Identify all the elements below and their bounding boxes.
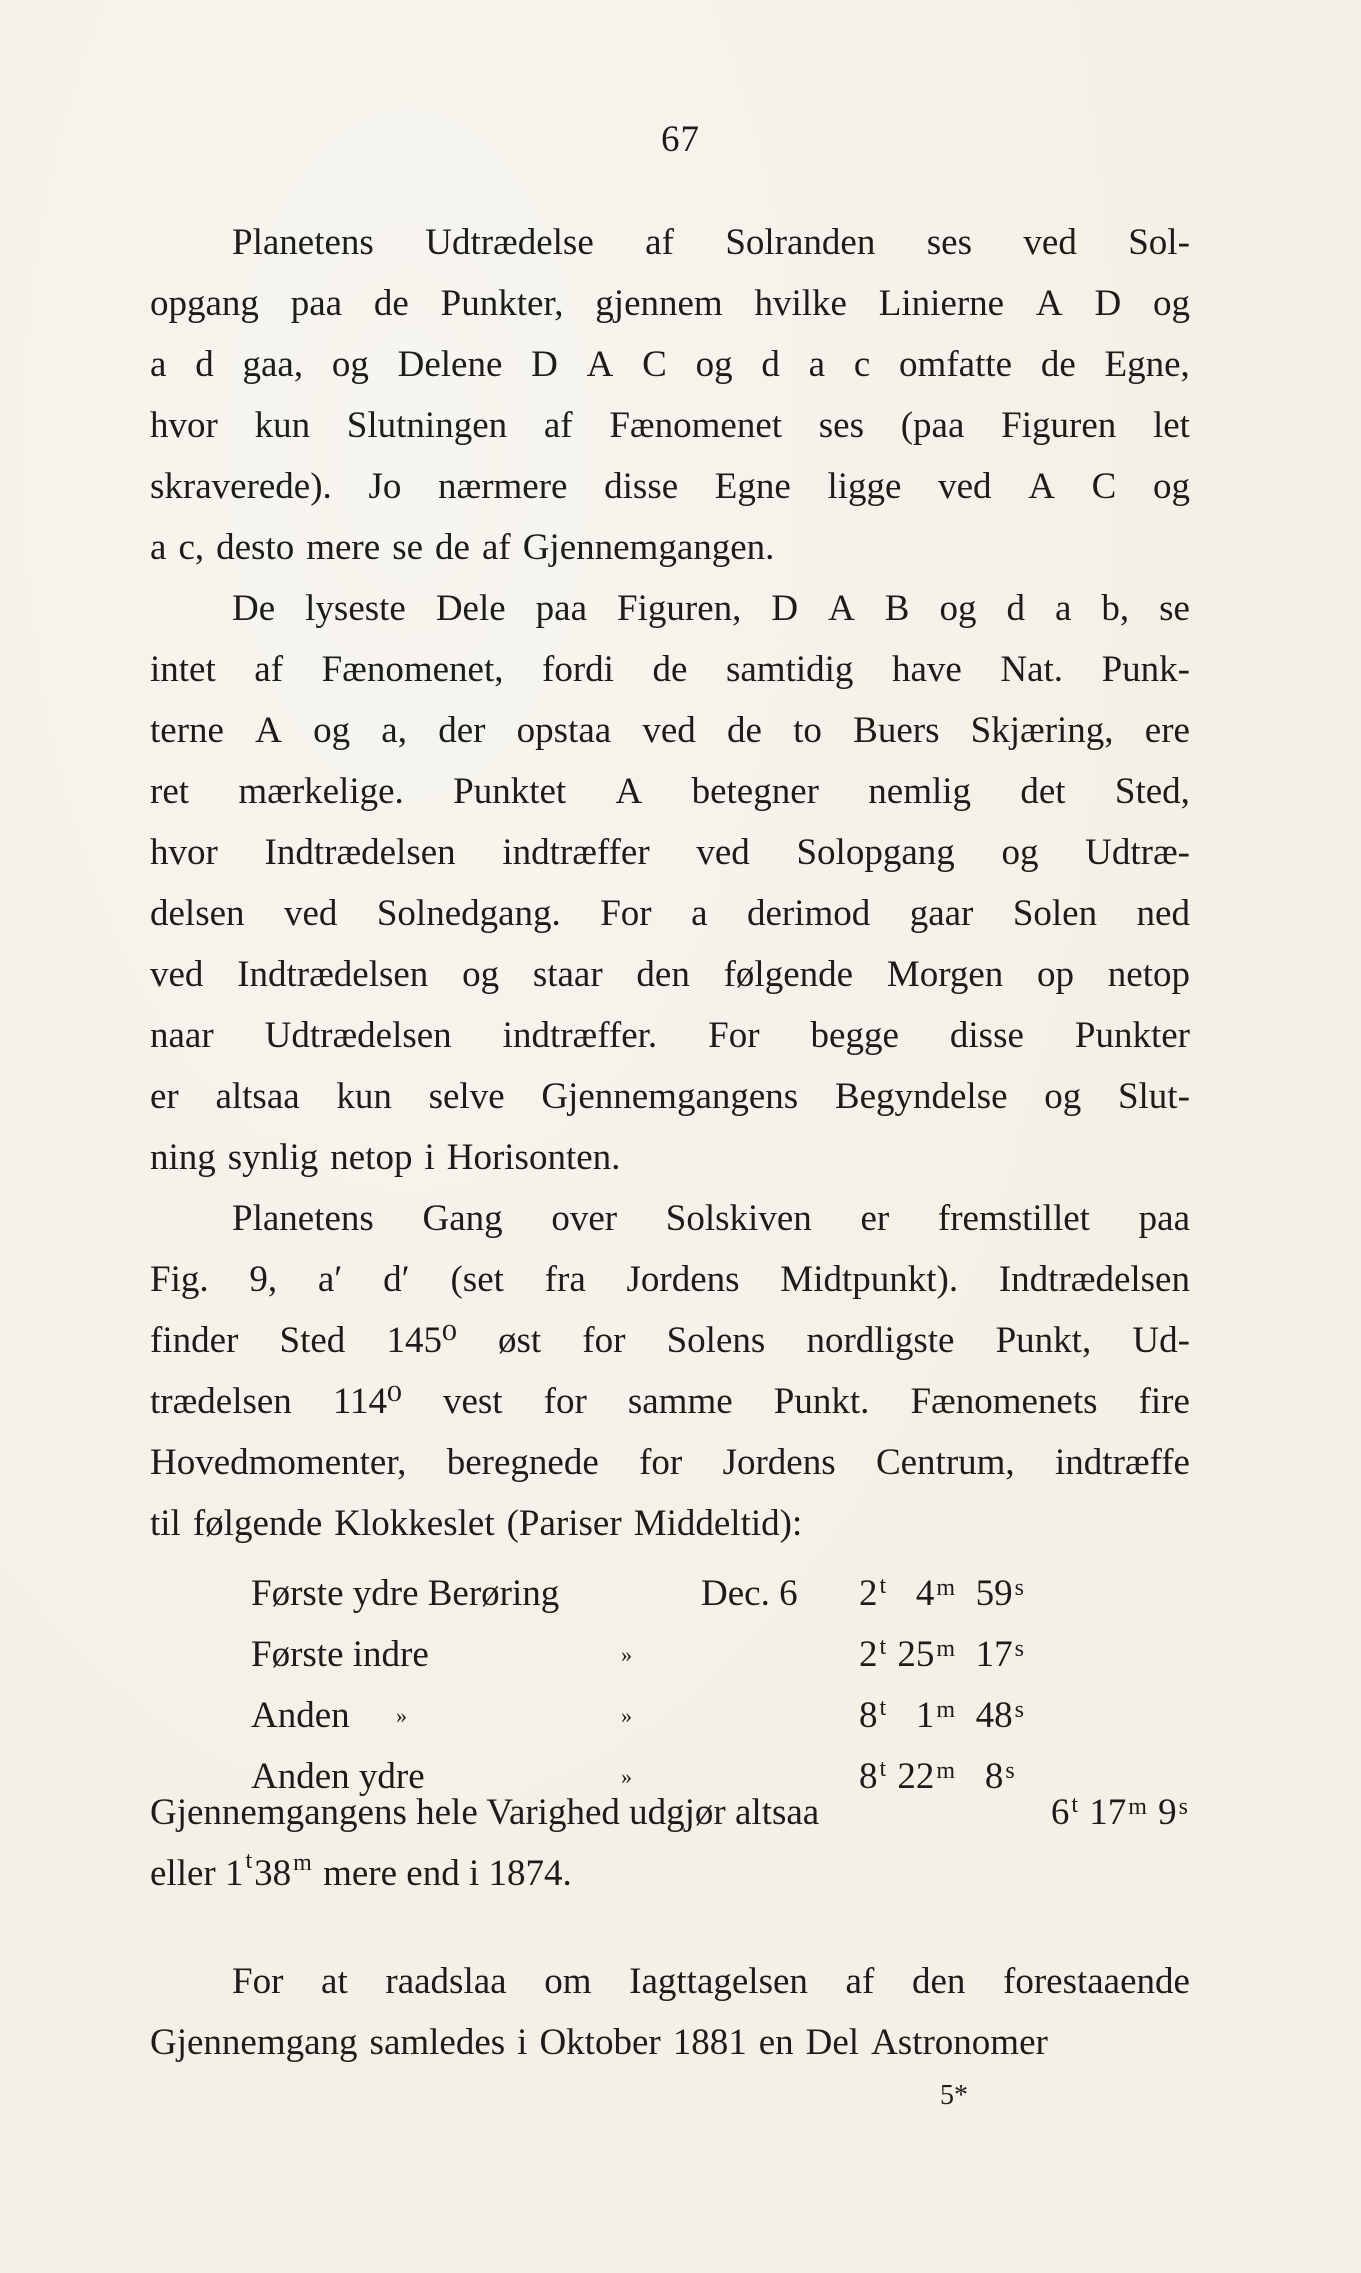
text-line: terne A og a, der opstaa ved de to Buers Skjæring, ere [150, 710, 1190, 751]
text-line: opgang paa de Punkter, gjennem hvilke Linierne A D og [150, 283, 1190, 324]
text-line: til følgende Klokkeslet (Pariser Middeltid): [150, 1503, 803, 1544]
text-line: trædelsen 114⁰ vest for samme Punkt. Fænomenets fire [150, 1381, 1190, 1422]
text-line: Fig. 9, a′ d′ (set fra Jordens Midtpunkt). Indtrædelsen [150, 1259, 1190, 1300]
ditto-mark: » [621, 1703, 632, 1728]
contact-name: Første ydre Berøring [251, 1573, 560, 1614]
body-text-end [150, 1951, 1190, 2073]
text-line: De lyseste Dele paa Figuren, D A B og d a b, se [232, 588, 1190, 629]
contact-name: Første indre [251, 1634, 429, 1675]
text-line: Planetens Udtrædelse af Solranden ses ved Sol- [232, 222, 1190, 263]
contact-row [251, 1624, 1151, 1685]
paragraph-4 [150, 1951, 1190, 2073]
contact-row [251, 1685, 1151, 1746]
ditto-mark: » [621, 1642, 632, 1667]
ditto-mark: » [396, 1703, 407, 1728]
text-line: eller 1 t 38 m mere end i 1874. [150, 1848, 572, 1894]
text-line: delsen ved Solnedgang. For a derimod gaar Solen ned [150, 893, 1190, 934]
contact-name: Anden [251, 1695, 350, 1736]
text-line: Gjennemgang samledes i Oktober 1881 en Del Astronomer [150, 2022, 1048, 2063]
contact-name: Anden ydre [251, 1756, 425, 1797]
page-number: 67 [661, 119, 700, 160]
body-text [150, 212, 1190, 1554]
duration-text [150, 1782, 1190, 1904]
contact-row [251, 1563, 1151, 1624]
contact-time: 8$^t$ 22$^m$ 8$^s$ [859, 1756, 1015, 1797]
contact-time: 2$^t$ 25$^m$ 17$^s$ [859, 1634, 1024, 1675]
text-line: intet af Fænomenet, fordi de samtidig have Nat. Punk- [150, 649, 1190, 690]
text-line: naar Udtrædelsen indtræffer. For begge disse Punkter [150, 1015, 1190, 1056]
contact-times-table [251, 1563, 1151, 1807]
text-line: skraverede). Jo nærmere disse Egne ligge ved A C og [150, 466, 1190, 507]
text-line: hvor kun Slutningen af Fænomenet ses (paa Figuren let [150, 405, 1190, 446]
paragraph-3 [150, 1188, 1190, 1554]
text-line: ning synlig netop i Horisonten. [150, 1137, 621, 1178]
text-line: a d gaa, og Delene D A C og d a c omfatte de Egne, [150, 344, 1190, 385]
text-line: Hovedmomenter, beregnede for Jordens Centrum, indtræffe [150, 1442, 1190, 1483]
text-line: er altsaa kun selve Gjennemgangens Begyndelse og Slut- [150, 1076, 1190, 1117]
printer-signature: 5* [940, 2080, 968, 2111]
contact-date: Dec. 6 [701, 1573, 798, 1614]
text-line: Gjennemgangens hele Varighed udgjør altsaa 6$^t$ 17$^m$ 9$^s$ [150, 1782, 1190, 1843]
duration-value: 6$^t$ 17$^m$ 9$^s$ [1050, 1792, 1188, 1833]
text-line: finder Sted 145⁰ øst for Solens nordligste Punkt, Ud- [150, 1320, 1190, 1361]
ditto-mark: » [621, 1764, 632, 1789]
paragraph-2 [150, 578, 1190, 1188]
paragraph-1 [150, 212, 1190, 578]
contact-time: 2$^t$ 4$^m$ 59$^s$ [859, 1573, 1024, 1614]
text-line: hvor Indtrædelsen indtræffer ved Solopgang og Udtræ- [150, 832, 1190, 873]
text-line: ret mærkelige. Punktet A betegner nemlig det Sted, [150, 771, 1190, 812]
contact-time: 8$^t$ 1$^m$ 48$^s$ [859, 1695, 1024, 1736]
text-line: ved Indtrædelsen og staar den følgende Morgen op netop [150, 954, 1190, 995]
text-line: For at raadslaa om Iagttagelsen af den forestaaende [232, 1961, 1190, 2002]
text-line: Planetens Gang over Solskiven er fremstillet paa [232, 1198, 1190, 1239]
text-line: a c, desto mere se de af Gjennemgangen. [150, 527, 775, 568]
